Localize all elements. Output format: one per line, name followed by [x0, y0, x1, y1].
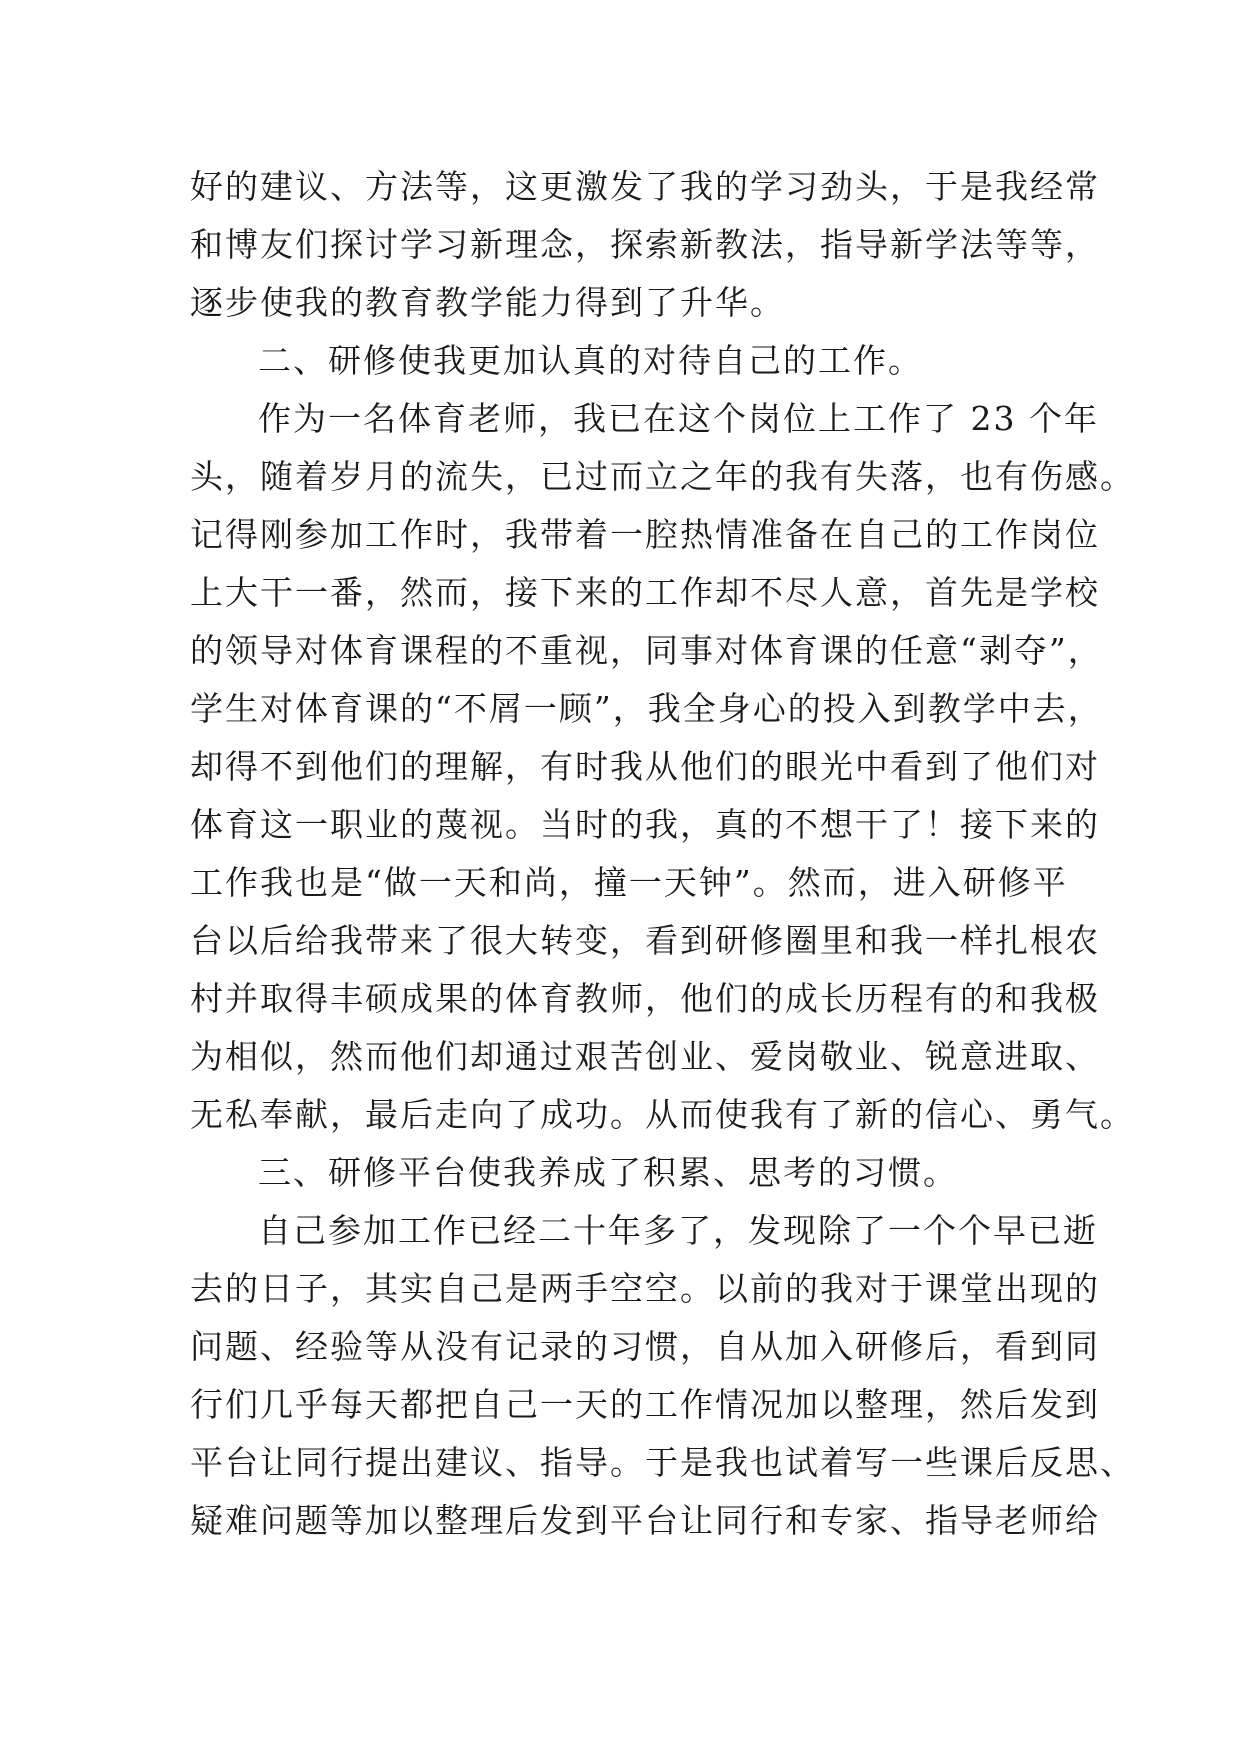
text-line: 无私奉献，最后走向了成功。从而使我有了新的信心、勇气。: [190, 1095, 1135, 1134]
text-line: 为相似，然而他们却通过艰苦创业、爱岗敬业、锐意进取、: [190, 1037, 1100, 1076]
document-body: [190, 158, 1135, 1550]
text-line: 台以后给我带来了很大转变，看到研修圈里和我一样扎根农: [190, 921, 1100, 960]
section-heading-3: 三、研修平台使我养成了积累、思考的习惯。: [258, 1153, 958, 1192]
text-line: 逐步使我的教育教学能力得到了升华。: [190, 283, 785, 322]
text-line: 的领导对体育课程的不重视，同事对体育课的任意“剥夺”，: [190, 631, 1103, 670]
section-heading-2: 二、研修使我更加认真的对待自己的工作。: [258, 341, 923, 380]
text-line: 头，随着岁月的流失，已过而立之年的我有失落，也有伤感。: [190, 457, 1135, 496]
text-line: 去的日子，其实自己是两手空空。以前的我对于课堂出现的: [190, 1269, 1100, 1308]
text-line: 行们几乎每天都把自己一天的工作情况加以整理，然后发到: [190, 1385, 1100, 1424]
text-line: 体育这一职业的蔑视。当时的我，真的不想干了！接下来的: [190, 805, 1100, 844]
text-line: 和博友们探讨学习新理念，探索新教法，指导新学法等等，: [190, 225, 1100, 264]
text-line: 问题、经验等从没有记录的习惯，自从加入研修后，看到同: [190, 1327, 1100, 1366]
text-line: 疑难问题等加以整理后发到平台让同行和专家、指导老师给: [190, 1501, 1100, 1540]
text-line: 工作我也是“做一天和尚，撞一天钟”。然而，进入研修平: [190, 863, 1068, 902]
text-line: 作为一名体育老师，我已在这个岗位上工作了 23 个年: [258, 399, 1099, 438]
text-line: 村并取得丰硕成果的体育教师，他们的成长历程有的和我极: [190, 979, 1100, 1018]
text-line: 却得不到他们的理解，有时我从他们的眼光中看到了他们对: [190, 747, 1100, 786]
text-line: 学生对体育课的“不屑一顾”，我全身心的投入到教学中去，: [190, 689, 1103, 728]
text-line: 自己参加工作已经二十年多了，发现除了一个个早已逝: [258, 1211, 1098, 1250]
text-line: 上大干一番，然而，接下来的工作却不尽人意，首先是学校: [190, 573, 1100, 612]
text-line: 好的建议、方法等，这更激发了我的学习劲头，于是我经常: [190, 167, 1100, 206]
text-line: 平台让同行提出建议、指导。于是我也试着写一些课后反思、: [190, 1443, 1135, 1482]
text-line: 记得刚参加工作时，我带着一腔热情准备在自己的工作岗位: [190, 515, 1100, 554]
